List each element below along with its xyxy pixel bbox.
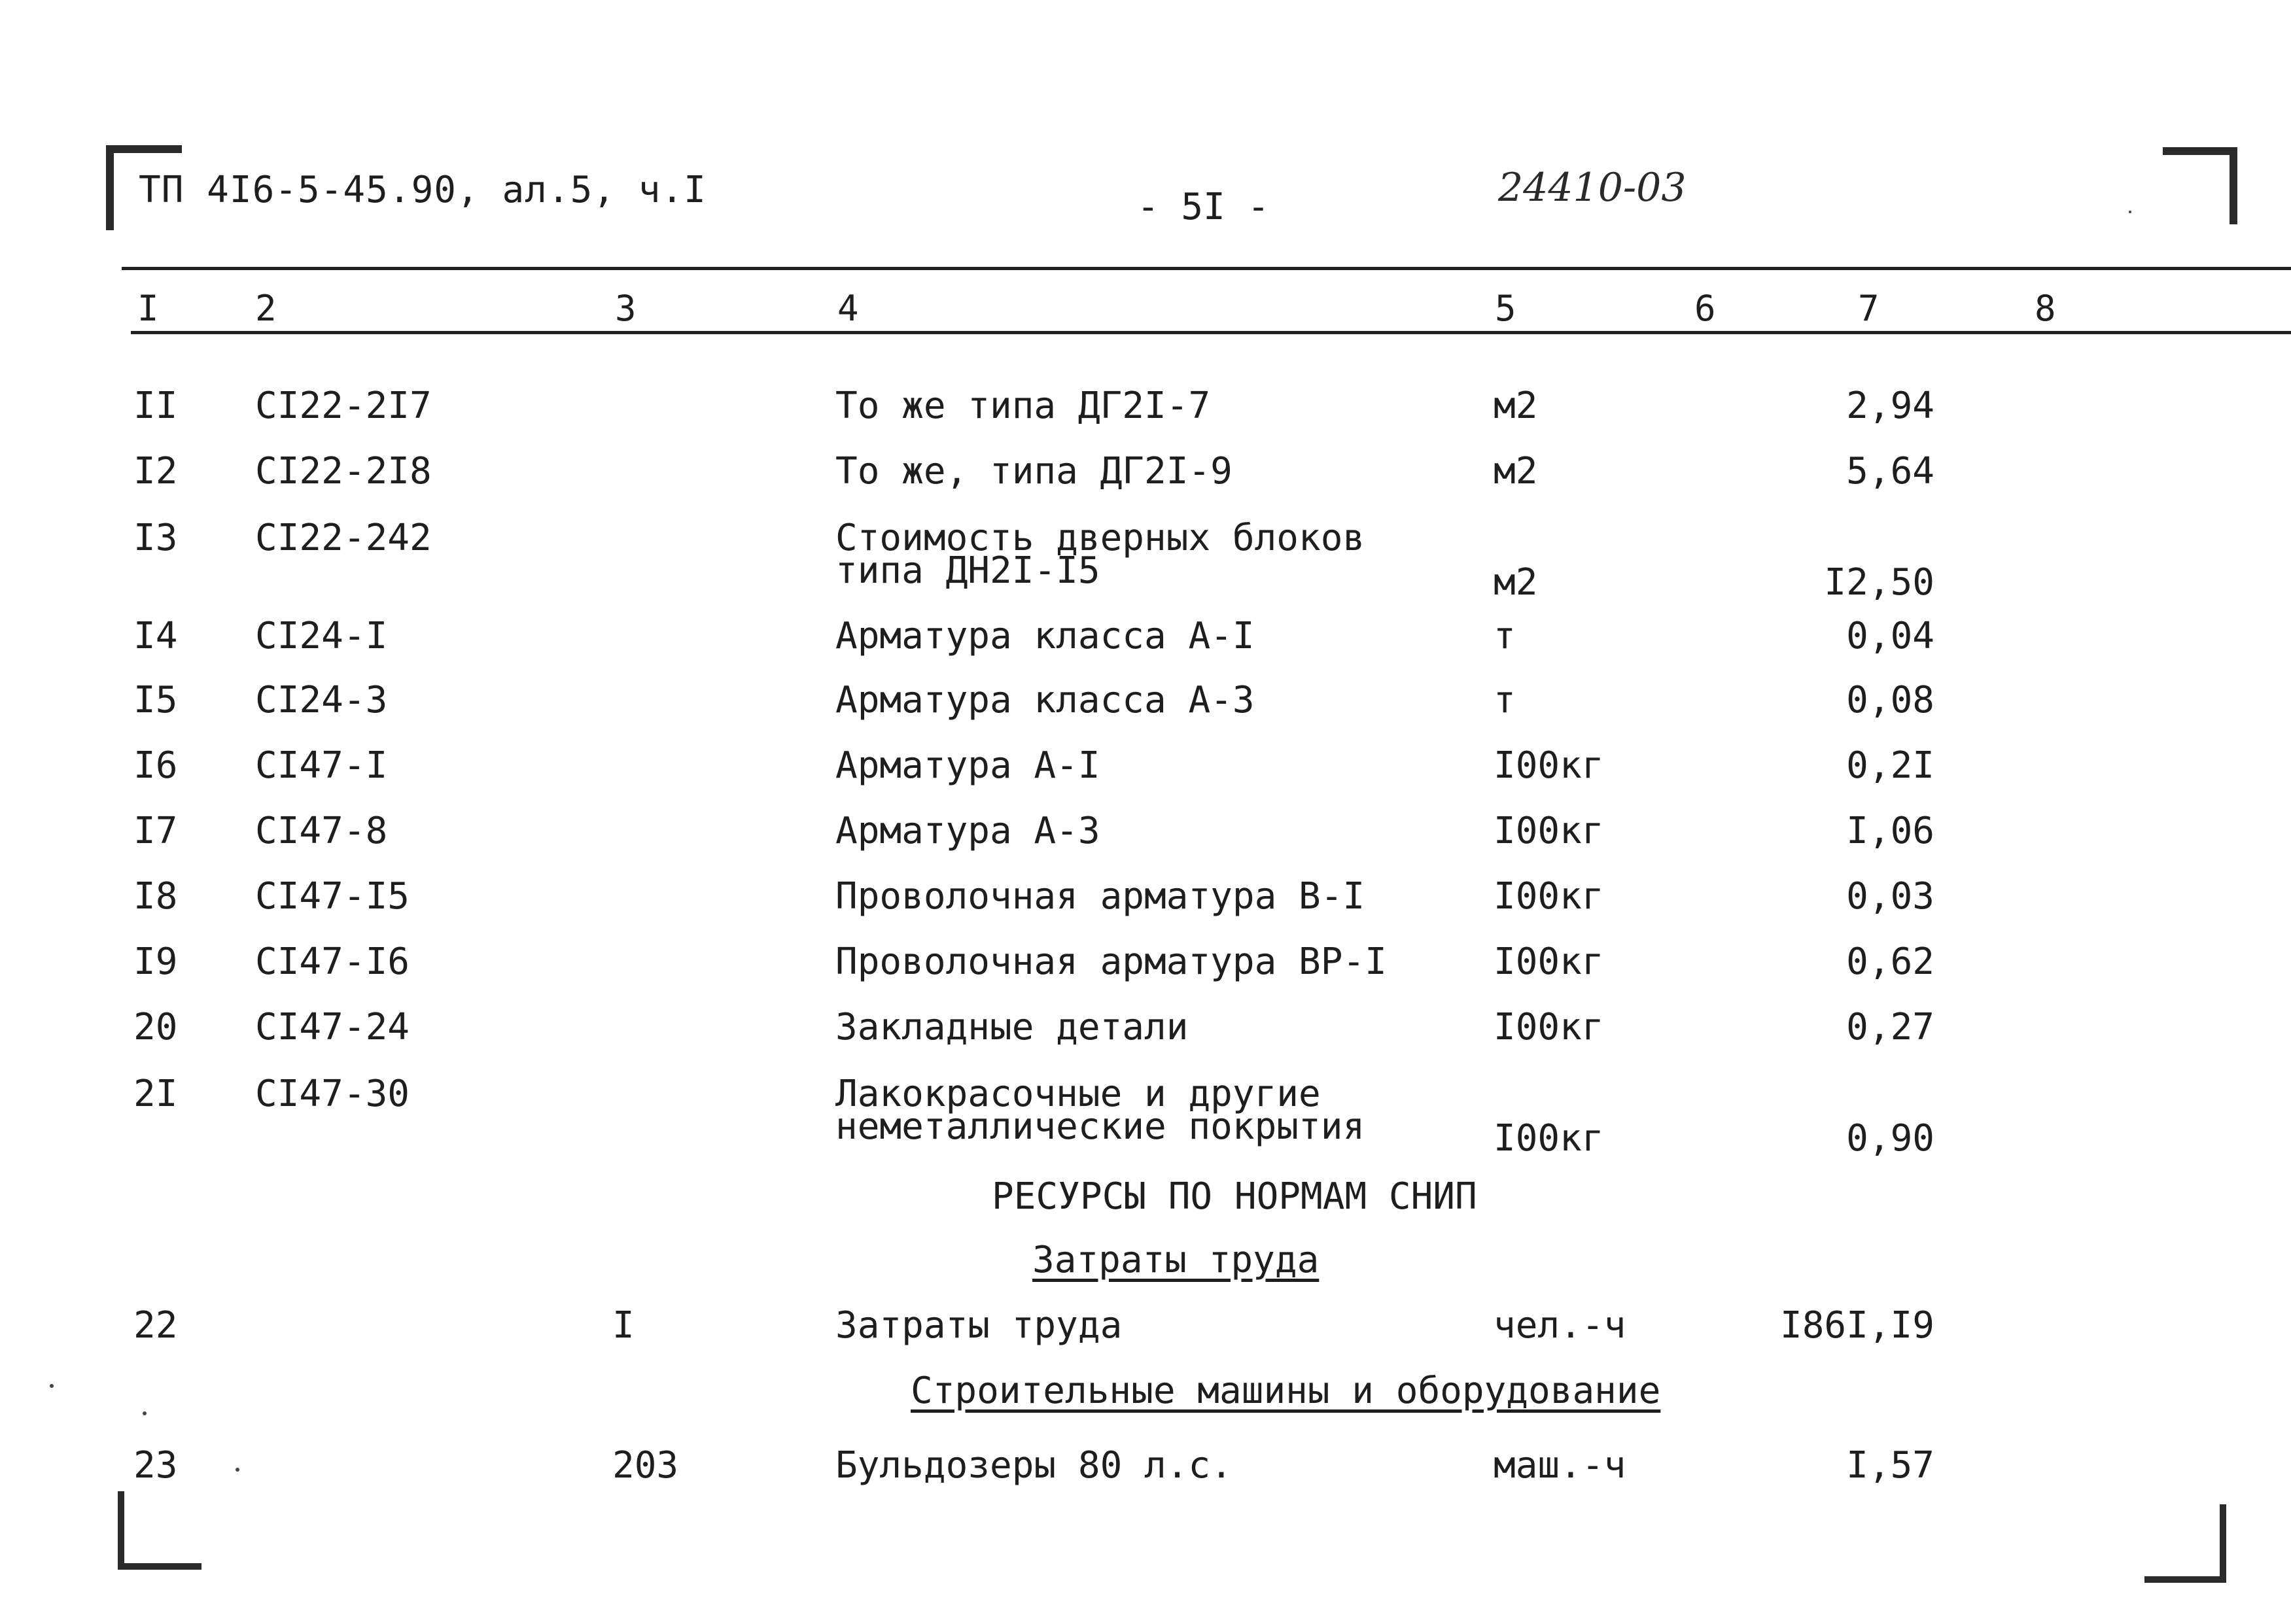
row-name: Закладные детали xyxy=(835,1006,1189,1048)
row-number: I2 xyxy=(133,450,178,492)
row-number: II xyxy=(133,385,178,427)
section-heading-machines: Строительные машины и оборудование xyxy=(911,1370,1661,1412)
table-row xyxy=(0,517,2291,615)
header-rule-top xyxy=(122,267,2291,270)
row-unit: м2 xyxy=(1494,385,1538,427)
table-row xyxy=(0,1006,2291,1065)
row-unit: маш.-ч xyxy=(1494,1444,1626,1487)
row-name: Арматура А-3 xyxy=(835,810,1100,852)
row-number: I6 xyxy=(133,744,178,787)
scan-speck xyxy=(50,1384,54,1388)
table-row xyxy=(0,941,2291,999)
row-unit: м2 xyxy=(1494,561,1538,604)
row-quantity: 2,94 xyxy=(1846,385,1934,427)
table-row xyxy=(0,450,2291,509)
handwritten-number: 24410-03 xyxy=(1498,165,1687,211)
row-number: I8 xyxy=(133,875,178,918)
row-quantity: 0,03 xyxy=(1846,875,1934,918)
corner-mark-top-left-h xyxy=(106,145,182,153)
column-header-4: 4 xyxy=(837,288,859,329)
row-quantity: 0,27 xyxy=(1846,1006,1934,1048)
row-number: 23 xyxy=(133,1444,178,1487)
row-unit: I00кг xyxy=(1494,1006,1604,1048)
row-unit: I00кг xyxy=(1494,941,1604,983)
row-number: I5 xyxy=(133,679,178,721)
table-row-machine xyxy=(0,1444,2291,1503)
row-unit: I00кг xyxy=(1494,810,1604,852)
row-code: СI22-2I8 xyxy=(255,450,432,492)
row-unit: м2 xyxy=(1494,450,1538,492)
column-header-6: 6 xyxy=(1694,288,1716,329)
row-reference: I xyxy=(612,1304,635,1347)
row-number: I7 xyxy=(133,810,178,852)
corner-mark-top-left xyxy=(106,145,114,230)
row-name: Бульдозеры 80 л.с. xyxy=(835,1444,1233,1487)
row-reference: 203 xyxy=(612,1444,679,1487)
row-name xyxy=(835,517,1365,592)
column-header-7: 7 xyxy=(1858,288,1880,329)
table-row-labor xyxy=(0,1304,2291,1363)
header-rule-bottom xyxy=(131,331,2291,334)
row-name: То же типа ДГ2I-7 xyxy=(835,385,1211,427)
row-code: СI47-I5 xyxy=(255,875,410,918)
corner-mark-bottom-right xyxy=(2220,1504,2226,1581)
row-name: Арматура А-I xyxy=(835,744,1100,787)
row-name-line-1: Лакокрасочные и другие xyxy=(835,1073,1321,1115)
row-quantity: 5,64 xyxy=(1846,450,1934,492)
row-name-line-2: типа ДН2I-I5 xyxy=(835,549,1100,592)
table-row xyxy=(0,1073,2291,1171)
row-name: Арматура класса А-3 xyxy=(835,679,1255,721)
column-header-5: 5 xyxy=(1495,288,1516,329)
row-name: Затраты труда xyxy=(835,1304,1123,1347)
row-unit: I00кг xyxy=(1494,1117,1604,1160)
section-heading-resources: РЕСУРСЫ ПО НОРМАМ СНИП xyxy=(992,1175,1477,1218)
row-quantity: 0,2I xyxy=(1846,744,1934,787)
column-header-3: 3 xyxy=(615,288,637,329)
row-unit: т xyxy=(1494,615,1516,657)
row-unit: I00кг xyxy=(1494,744,1604,787)
row-number: I3 xyxy=(133,517,178,559)
row-code: СI47-8 xyxy=(255,810,388,852)
row-quantity: 0,62 xyxy=(1846,941,1934,983)
row-quantity: I,57 xyxy=(1846,1444,1934,1487)
row-name: Проволочная арматура ВР-I xyxy=(835,941,1387,983)
page-number: - 5I - xyxy=(1137,186,1270,228)
scan-speck xyxy=(2129,211,2131,213)
row-name: Проволочная арматура В-I xyxy=(835,875,1365,918)
row-code: СI47-30 xyxy=(255,1073,410,1115)
row-quantity: 0,04 xyxy=(1846,615,1934,657)
scan-speck xyxy=(143,1411,147,1415)
row-code: СI47-I xyxy=(255,744,388,787)
table-row xyxy=(0,744,2291,803)
row-number: I9 xyxy=(133,941,178,983)
scan-speck xyxy=(236,1468,239,1472)
row-number: 20 xyxy=(133,1006,178,1048)
row-name: То же, типа ДГ2I-9 xyxy=(835,450,1233,492)
column-header-1: I xyxy=(137,288,159,329)
row-quantity: 0,08 xyxy=(1846,679,1934,721)
column-header-2: 2 xyxy=(255,288,277,329)
table-row xyxy=(0,679,2291,738)
row-code: СI24-I xyxy=(255,615,388,657)
table-row xyxy=(0,385,2291,443)
row-code: СI24-3 xyxy=(255,679,388,721)
row-quantity: I2,50 xyxy=(1824,561,1934,604)
row-unit: т xyxy=(1494,679,1516,721)
corner-mark-bottom-right-h xyxy=(2144,1576,2226,1583)
row-code: СI47-24 xyxy=(255,1006,410,1048)
row-number: 2I xyxy=(133,1073,178,1115)
row-name: Арматура класса А-I xyxy=(835,615,1255,657)
corner-mark-top-right xyxy=(2230,147,2237,224)
row-code: СI22-2I7 xyxy=(255,385,432,427)
row-code: СI47-I6 xyxy=(255,941,410,983)
row-quantity: I,06 xyxy=(1846,810,1934,852)
row-quantity: 0,90 xyxy=(1846,1117,1934,1160)
row-unit: чел.-ч xyxy=(1494,1304,1626,1347)
row-unit: I00кг xyxy=(1494,875,1604,918)
row-number: I4 xyxy=(133,615,178,657)
document-code: ТП 4I6-5-45.90, ал.5, ч.I xyxy=(139,169,707,211)
column-header-8: 8 xyxy=(2035,288,2056,329)
row-name xyxy=(835,1073,1365,1148)
corner-mark-bottom-left-h xyxy=(118,1563,201,1570)
table-row xyxy=(0,615,2291,674)
row-name-line-2: неметаллические покрытия xyxy=(835,1105,1365,1148)
table-row xyxy=(0,875,2291,934)
row-quantity: I86I,I9 xyxy=(1779,1304,1934,1347)
row-number: 22 xyxy=(133,1304,178,1347)
table-row xyxy=(0,810,2291,869)
corner-mark-top-right-h xyxy=(2163,147,2237,155)
row-name-line-1: Стоимость дверных блоков xyxy=(835,517,1365,559)
row-code: СI22-242 xyxy=(255,517,432,559)
section-heading-labor: Затраты труда xyxy=(1032,1239,1320,1281)
